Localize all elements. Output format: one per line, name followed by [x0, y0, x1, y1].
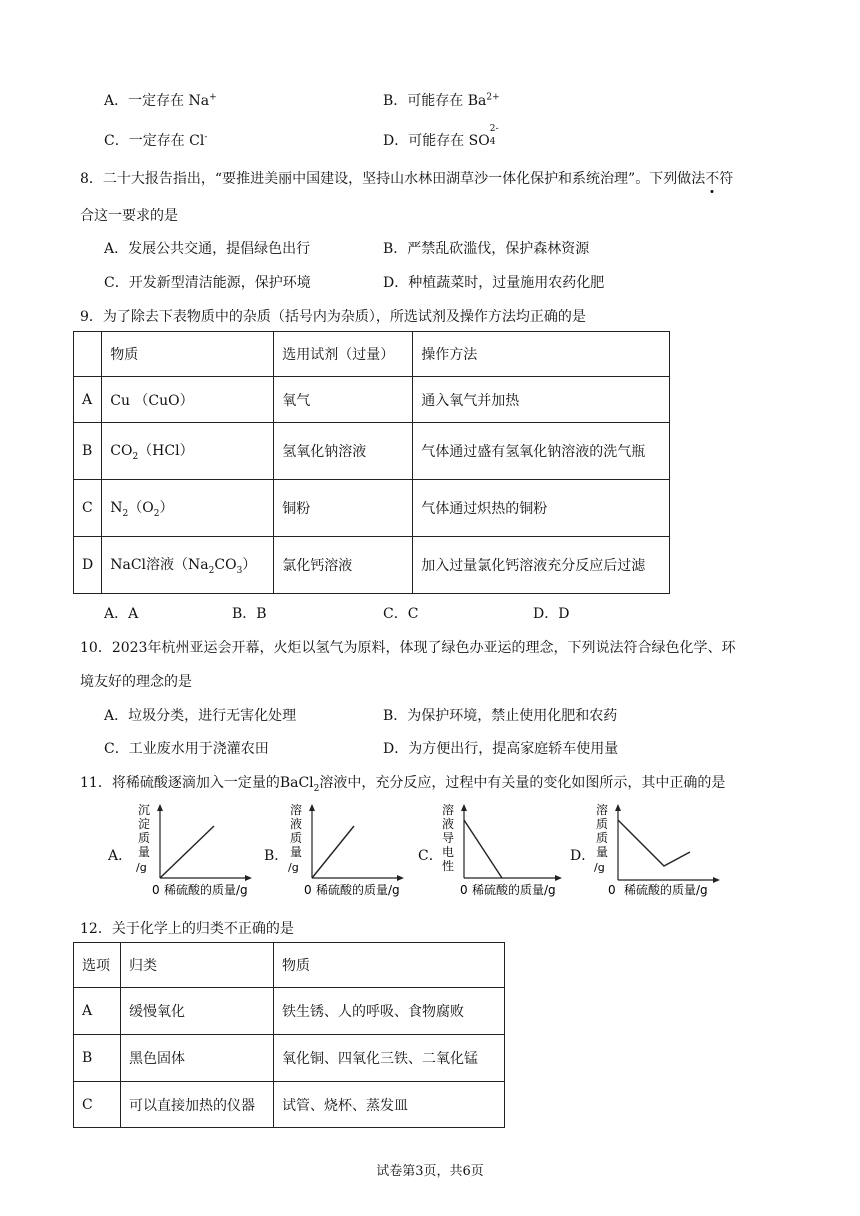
table-row	[74, 423, 670, 480]
y-label-char: 量	[138, 845, 151, 859]
y-label-char: 质	[290, 831, 303, 845]
origin-label: 0	[152, 883, 160, 897]
q10-stem-line2: 境友好的理念的是	[80, 674, 192, 690]
q8-option-b: B．严禁乱砍滥伐，保护森林资源	[383, 241, 590, 257]
origin-label: 0	[304, 883, 312, 897]
table-cell: $CO_2(HCl)$	[102, 423, 274, 480]
page-footer: 试卷第3页，共6页	[376, 1164, 484, 1179]
y-label-char: /g	[594, 861, 605, 874]
table-cell: 氧气	[274, 377, 413, 423]
y-label-char: 液	[290, 817, 303, 831]
table-cell: NaCl溶液$(Na_2CO_3)$	[102, 537, 274, 594]
q11-stem: 11．将稀硫酸逐滴加入一定量的BaCl$_2$溶液中，充分反应，过程中有关量的变化如图所示，其中正确的是	[80, 775, 726, 794]
y-label-char: 电	[442, 845, 455, 859]
graph-line	[312, 826, 354, 878]
q7-option-c: C．一定存在 Cl-	[104, 132, 208, 149]
table-header-row	[74, 943, 505, 988]
q10-option-c: C．工业废水用于浇灌农田	[104, 741, 269, 757]
y-label-char: 液	[442, 817, 455, 831]
q12-table	[73, 942, 505, 1128]
table-row	[74, 480, 670, 537]
origin-label: 0	[460, 883, 468, 897]
q8-stem-line2: 合这一要求的是	[80, 208, 178, 224]
q7-option-d: D．可能存在 SO 2- 4	[383, 124, 499, 149]
x-axis-arrow	[555, 875, 562, 881]
origin-label: 0	[608, 883, 616, 897]
y-label-char: 溶	[290, 803, 303, 817]
q11-graph-a	[130, 800, 270, 900]
table-cell: 试管、烧杯、蒸发皿	[274, 1082, 505, 1128]
table-header-row	[74, 332, 670, 377]
table-cell: A	[74, 377, 102, 423]
q10-stem: 10．2023年杭州亚运会开幕，火炬以氢气为原料，体现了绿色办亚运的理念，下列说法符合绿色化学、环	[80, 640, 736, 656]
table-cell: 物质	[102, 332, 274, 377]
table-row	[74, 1035, 505, 1082]
table-cell: A	[74, 988, 121, 1035]
q9-stem: 9．为了除去下表物质中的杂质（括号内为杂质），所选试剂及操作方法均正确的是	[80, 309, 586, 325]
q12-stem: 12．关于化学上的归类不正确的是	[80, 921, 294, 937]
q10-option-b: B．为保护环境，禁止使用化肥和农药	[383, 708, 618, 724]
table-cell: 气体通过炽热的铜粉	[413, 480, 670, 537]
q8-stem: 8．二十大报告指出，“要推进美丽中国建设，坚持山水林田湖草沙一体化保护和系统治理”。下列做法不符	[80, 171, 734, 187]
table-cell: B	[74, 1035, 121, 1082]
graph-line	[464, 820, 502, 878]
q7-option-a: A．一定存在 Na+	[104, 92, 217, 109]
y-label-char: 淀	[138, 817, 151, 831]
q8-option-c: C．开发新型清洁能源，保护环境	[104, 275, 311, 291]
q10-option-d: D．为方便出行，提高家庭轿车使用量	[383, 741, 619, 757]
q9-table	[73, 331, 670, 594]
graph-line	[160, 826, 214, 878]
x-axis-label: 稀硫酸的质量/g	[316, 883, 400, 897]
y-label-char: /g	[136, 861, 147, 874]
table-cell: 操作方法	[413, 332, 670, 377]
y-label-char: 质	[596, 817, 609, 831]
table-cell: 氧化铜、四氧化三铁、二氧化锰	[274, 1035, 505, 1082]
table-cell: 物质	[274, 943, 505, 988]
q11-option-a-label: A．	[108, 848, 133, 864]
x-axis-arrow	[245, 875, 252, 881]
x-axis-label: 稀硫酸的质量/g	[164, 883, 248, 897]
y-axis-arrow	[309, 804, 315, 811]
table-cell: $N_2(O_2)$	[102, 480, 274, 537]
y-label-char: /g	[288, 861, 299, 874]
q8-option-a: A．发展公共交通，提倡绿色出行	[104, 241, 311, 257]
table-cell: 氢氧化钠溶液	[274, 423, 413, 480]
q7-option-b: B．可能存在 $Ba^{2+}$	[383, 92, 500, 109]
table-cell: 铁生锈、人的呼吸、食物腐败	[274, 988, 505, 1035]
x-axis-label: 稀硫酸的质量/g	[624, 883, 708, 897]
table-cell: 缓慢氧化	[121, 988, 274, 1035]
table-row	[74, 1082, 505, 1128]
y-axis-arrow	[461, 804, 467, 811]
table-cell: 可以直接加热的仪器	[121, 1082, 274, 1128]
table-row	[74, 988, 505, 1035]
q9-option-a: A．A	[104, 606, 139, 622]
x-axis-arrow	[713, 877, 720, 883]
y-label-char: 溶	[442, 803, 455, 817]
table-cell	[74, 332, 102, 377]
table-cell: D	[74, 537, 102, 594]
y-label-char: 导	[442, 831, 455, 845]
q11-graph-d	[588, 800, 738, 900]
y-label-char: 沉	[138, 803, 151, 817]
y-label-char: 量	[290, 845, 303, 859]
q11-graph-b	[282, 800, 422, 900]
x-axis-label: 稀硫酸的质量/g	[472, 883, 556, 897]
q11-option-c-label: C．	[418, 848, 443, 864]
graph-line	[618, 820, 690, 866]
table-cell: 铜粉	[274, 480, 413, 537]
table-cell: 选用试剂（过量）	[274, 332, 413, 377]
table-cell: C	[74, 1082, 121, 1128]
table-cell: 选项	[74, 943, 121, 988]
y-label-char: 性	[442, 859, 455, 873]
x-axis-arrow	[397, 875, 404, 881]
table-row	[74, 537, 670, 594]
q9-option-c: C．C	[383, 606, 419, 622]
table-cell: 归类	[121, 943, 274, 988]
q11-option-d-label: D．	[570, 848, 596, 864]
y-label-char: 质	[138, 831, 151, 845]
q10-option-a: A．垃圾分类，进行无害化处理	[104, 708, 297, 724]
y-label-char: 溶	[596, 803, 609, 817]
table-cell: C	[74, 480, 102, 537]
table-cell: 加入过量氯化钙溶液充分反应后过滤	[413, 537, 670, 594]
table-cell: B	[74, 423, 102, 480]
q11-graph-c	[430, 800, 580, 900]
q8-option-d: D．种植蔬菜时，过量施用农药化肥	[383, 275, 605, 291]
table-row	[74, 377, 670, 423]
table-cell: 氯化钙溶液	[274, 537, 413, 594]
table-cell: 气体通过盛有氢氧化钠溶液的洗气瓶	[413, 423, 670, 480]
table-cell: Cu （CuO）	[102, 377, 274, 423]
q11-option-b-label: B．	[264, 848, 289, 864]
y-axis-arrow	[615, 804, 621, 811]
y-axis-arrow	[157, 804, 163, 811]
q9-option-b: B．B	[232, 606, 267, 622]
y-label-char: 质	[596, 831, 609, 845]
y-label-char: 量	[596, 845, 609, 859]
table-cell: 通入氧气并加热	[413, 377, 670, 423]
table-cell: 黑色固体	[121, 1035, 274, 1082]
q9-option-d: D．D	[533, 606, 570, 622]
